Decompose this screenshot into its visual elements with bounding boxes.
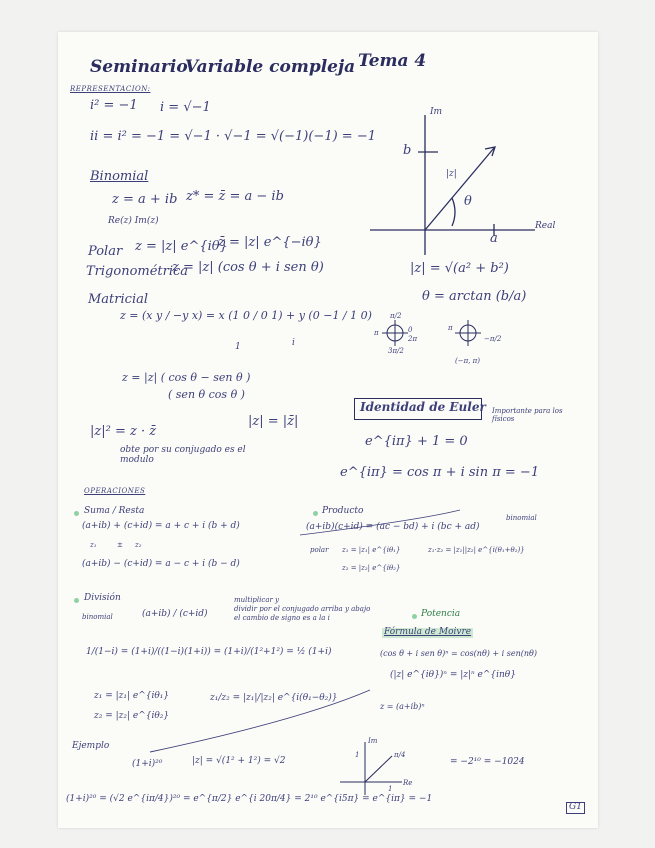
eq-potencia-polar: (|z| e^{iθ})ⁿ = |z|ⁿ e^{inθ} (390, 670, 516, 680)
bullet-suma (74, 511, 79, 516)
note-division-2: dividir por el conjugado arriba y abajo (234, 605, 371, 613)
eq-polar-conjugate: z̄ = |z| e^{−iθ} (218, 235, 322, 250)
label-binomial: Binomial (90, 169, 149, 184)
eq-trigonometrica: z = |z| (cos θ + i sen θ) (172, 260, 324, 275)
label-matricial: Matricial (88, 292, 149, 307)
ejemplo-axis-im: Im (368, 737, 378, 745)
label-suma-resta: Suma / Resta (84, 506, 145, 516)
ejemplo-tick-x: 1 (388, 785, 393, 793)
eq-producto-z2: z₂ = |z₂| e^{iθ₂} (342, 564, 401, 572)
label-matrix-i: i (292, 338, 295, 348)
eq-suma: (a+ib) + (c+id) = a + c + i (b + d) (82, 521, 240, 531)
label-polar: Polar (88, 244, 123, 259)
bullet-division (74, 598, 79, 603)
note-division-1: multiplicar y (234, 596, 280, 604)
ejemplo-angle: π/4 (394, 751, 406, 759)
note-euler-importante: Importante para los físicos (492, 407, 563, 423)
eq-rotation-matrix-2: ( sen θ cos θ ) (168, 388, 245, 401)
eq-producto-z1: z₁ = |z₁| e^{iθ₁} (342, 546, 401, 554)
label-moivre: Fórmula de Moivre (384, 627, 472, 637)
label-re-im: Re(z) Im(z) (108, 216, 159, 226)
label-ejemplo: Ejemplo (72, 741, 110, 751)
title-seminario: Seminario (90, 57, 188, 77)
label-theta: θ (464, 194, 472, 209)
eq-argument: θ = arctan (b/a) (422, 289, 527, 304)
eq-modulus-squared: |z|² = z · z̄ (90, 424, 157, 439)
label-three-pi-half: 3π/2 (388, 347, 404, 355)
label-matrix-identity: 1 (235, 342, 241, 352)
label-b: b (403, 143, 412, 158)
eq-euler-expand: e^{iπ} = cos π + i sin π = −1 (340, 465, 540, 480)
section-representacion: REPRESENTACION: (70, 85, 151, 93)
eq-division-quotient: z₁/z₂ = |z₁|/|z₂| e^{i(θ₁−θ₂)} (210, 693, 338, 703)
label-pi-left: π (374, 329, 379, 337)
eq-modulus-conjugate: |z| = |z̄| (248, 414, 299, 429)
eq-rotation-matrix-1: z = |z| ( cos θ − sen θ ) (122, 371, 251, 384)
label-producto-binomial: binomial (506, 514, 537, 522)
eq-euler-identity: e^{iπ} + 1 = 0 (365, 434, 468, 449)
eq-producto-result: z₁·z₂ = |z₁||z₂| e^{i(θ₁+θ₂)} (428, 546, 525, 554)
page-number: G1 (566, 802, 585, 814)
label-pi-half: π/2 (390, 312, 402, 320)
axis-label-real: Real (535, 221, 556, 231)
label-a: a (490, 231, 498, 246)
title-variable-compleja: Variable compleja (185, 57, 356, 77)
eq-division-z2: z₂ = |z₂| e^{iθ₂} (94, 711, 170, 721)
label-potencia: Potencia (421, 609, 461, 619)
label-plus-minus: ± (117, 541, 123, 549)
eq-ii-product: ii = i² = −1 = √−1 · √−1 = √(−1)(−1) = −1 (90, 129, 376, 144)
label-division: División (84, 593, 121, 603)
label-minus-pi-half: −π/2 (484, 335, 502, 343)
eq-division-frac: (a+ib) / (c+id) (142, 609, 208, 619)
eq-potencia-binomial: z = (a+ib)ⁿ (380, 702, 425, 711)
eq-ejemplo-chain: (1+i)²⁰ = (√2 e^{iπ/4})²⁰ = e^{π/2} e^{i 20π/4} = 2¹⁰ e^{i5π} = e^{iπ} = −1 (66, 794, 433, 804)
eq-ejemplo-modulus: |z| = √(1² + 1²) = √2 (192, 756, 286, 766)
label-producto-polar: polar (310, 546, 329, 554)
eq-binomial-z: z = a + ib (112, 192, 178, 207)
bullet-producto (313, 511, 318, 516)
eq-ejemplo-expr: (1+i)²⁰ (132, 759, 163, 769)
label-division-binomial: binomial (82, 613, 113, 621)
label-producto: Producto (322, 506, 364, 516)
eq-modulus-ab: |z| = √(a² + b²) (410, 261, 509, 276)
eq-conjugate: z* = z̄ = a − ib (186, 189, 284, 204)
eq-ejemplo-result: = −2¹⁰ = −1024 (450, 757, 525, 767)
label-trigonometrica: Trigonométrica (86, 264, 189, 279)
label-modulus: |z| (446, 169, 457, 179)
section-operaciones: OPERACIONES (84, 487, 146, 495)
ejemplo-axis-re: Re (403, 779, 413, 787)
eq-polar: z = |z| e^{iθ} (135, 239, 228, 254)
label-range: (−π, π) (455, 357, 480, 365)
eq-i-definition: i = √−1 (160, 100, 211, 115)
eq-i-squared: i² = −1 (90, 98, 138, 113)
label-z1: z₁ (90, 541, 97, 549)
eq-moivre: (cos θ + i sen θ)ⁿ = cos(nθ) + i sen(nθ) (380, 649, 537, 658)
note-modulus: obte por su conjugado es el modulo (120, 445, 246, 465)
eq-producto: (a+ib)(c+id) = (ac − bd) + i (bc + ad) (306, 522, 480, 532)
note-division-3: el cambio de signo es a la i (234, 614, 330, 622)
eq-resta: (a+ib) − (c+id) = a − c + i (b − d) (82, 559, 240, 569)
bullet-potencia (412, 614, 417, 619)
eq-division-z1: z₁ = |z₁| e^{iθ₁} (94, 691, 170, 701)
label-pi-right: π (448, 324, 453, 332)
title-tema: Tema 4 (358, 51, 427, 71)
euler-title: Identidad de Euler (360, 400, 486, 414)
eq-division-example: 1/(1−i) = (1+i)/((1−i)(1+i)) = (1+i)/(1²+1²) = ½ (1+i) (86, 647, 332, 657)
label-zero: 0 (408, 326, 413, 334)
label-z2: z₂ (135, 541, 142, 549)
axis-label-im: Im (430, 107, 443, 117)
eq-matricial: z = (x y / −y x) = x (1 0 / 0 1) + y (0 −1 / 1 0) (120, 309, 372, 322)
label-two-pi: 2π (408, 335, 418, 343)
ejemplo-tick-y: 1 (355, 751, 360, 759)
